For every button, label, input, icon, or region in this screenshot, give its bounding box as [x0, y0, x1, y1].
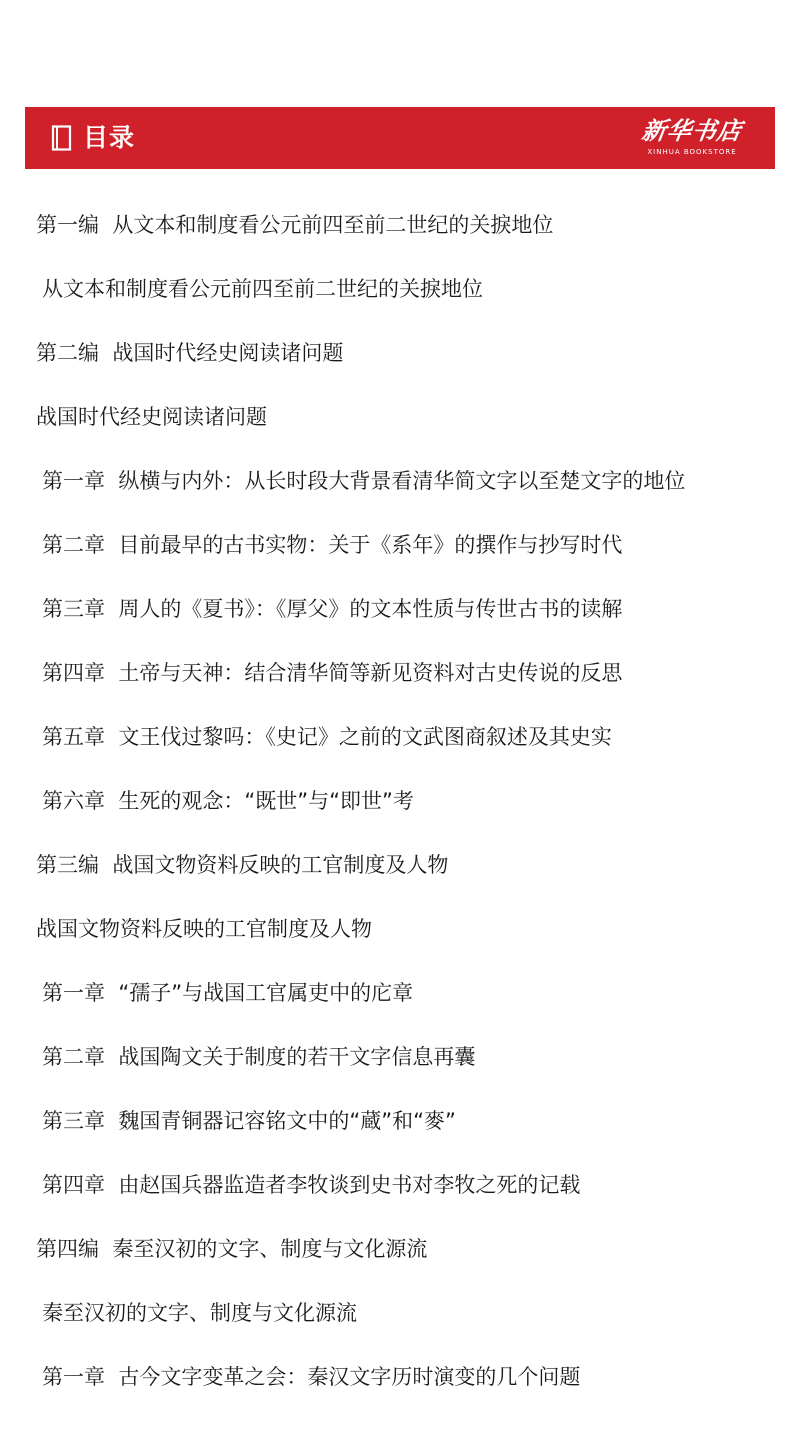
toc-entry[interactable]: 第二章 目前最早的古书实物：关于《系年》的撰作与抄写时代: [42, 533, 623, 557]
toc-entry[interactable]: 第一章 古今文字变革之会：秦汉文字历时演变的几个问题: [42, 1365, 581, 1389]
toc-entry[interactable]: 第三章 魏国青铜器记容铭文中的“蔵”和“麥”: [42, 1109, 456, 1133]
toc-entry[interactable]: 第四章 由赵国兵器监造者李牧谈到史书对李牧之死的记载: [42, 1173, 581, 1197]
toc-entry[interactable]: 从文本和制度看公元前四至前二世纪的关捩地位: [42, 277, 483, 301]
logo-chinese-text: 新华书店: [640, 116, 745, 145]
toc-entry[interactable]: 战国时代经史阅读诸问题: [36, 405, 267, 429]
toc-entry[interactable]: 秦至汉初的文字、制度与文化源流: [42, 1301, 357, 1325]
xinhua-bookstore-logo: [637, 115, 747, 163]
toc-entry[interactable]: 第一章 纵横与内外：从长时段大背景看清华简文字以至楚文字的地位: [42, 469, 686, 493]
toc-entry[interactable]: 第六章 生死的观念：“既世”与“即世”考: [42, 789, 414, 813]
toc-entry[interactable]: 战国文物资料反映的工官制度及人物: [36, 917, 372, 941]
toc-entry[interactable]: 第二章 战国陶文关于制度的若干文字信息再囊: [42, 1045, 476, 1069]
toc-entry[interactable]: 第三章 周人的《夏书》：《厚父》的文本性质与传世古书的读解: [42, 597, 623, 621]
toc-entry[interactable]: 第三编 战国文物资料反映的工官制度及人物: [36, 853, 449, 877]
toc-entry[interactable]: 第五章 文王伐过黎吗：《史记》之前的文武图商叙述及其史实: [42, 725, 612, 749]
table-of-contents: [36, 208, 766, 1424]
toc-entry[interactable]: 第四章 土帝与天神：结合清华简等新见资料对古史传说的反思: [42, 661, 623, 685]
logo-english-text: XINHUA BOOKSTORE: [647, 148, 737, 156]
toc-entry[interactable]: 第四编 秦至汉初的文字、制度与文化源流: [36, 1237, 428, 1261]
toc-entry[interactable]: 第二编 战国时代经史阅读诸问题: [36, 341, 344, 365]
toc-entry[interactable]: 第一章 “孺子”与战国工官属吏中的庀章: [42, 981, 414, 1005]
book-icon: [51, 125, 73, 151]
toc-header-bar: [25, 107, 775, 169]
toc-entry[interactable]: 第一编 从文本和制度看公元前四至前二世纪的关捩地位: [36, 213, 554, 237]
page-title: 目录: [83, 123, 136, 152]
